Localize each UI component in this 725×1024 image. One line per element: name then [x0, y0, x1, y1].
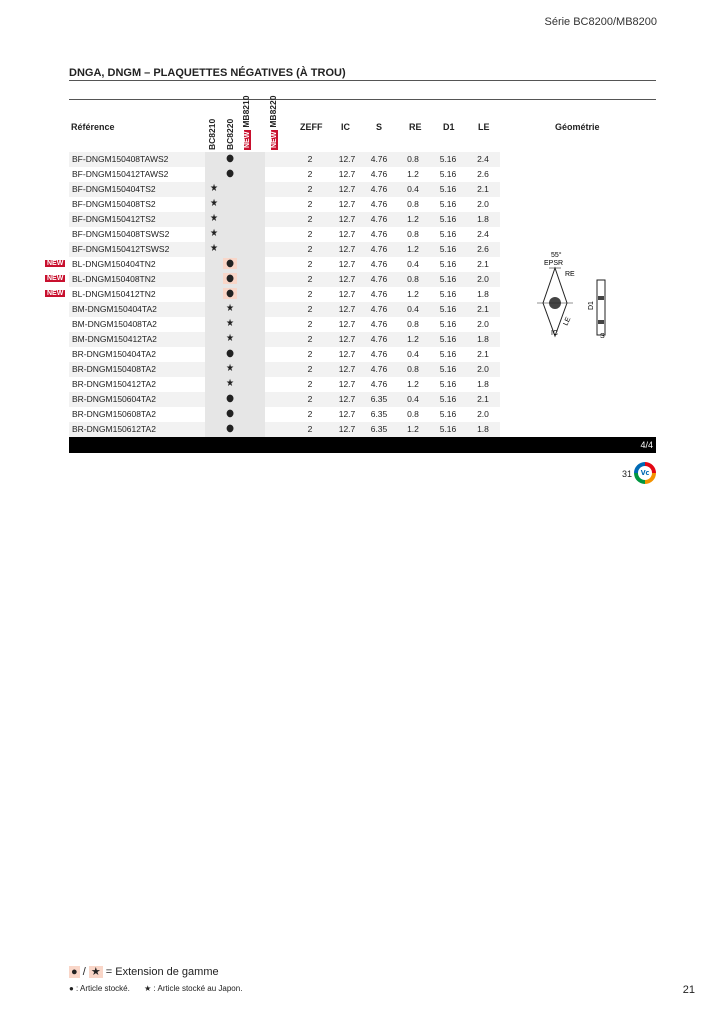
- bc8220-availability: ★: [225, 378, 235, 389]
- table-row: [69, 407, 500, 423]
- legend-stock-text: ● : Article stocké.: [69, 984, 130, 993]
- le-cell: 2.6: [477, 244, 489, 254]
- bc8220-availability: ●: [223, 273, 237, 284]
- ic-cell: 12.7: [338, 304, 356, 314]
- bc8220-availability: ●: [226, 423, 234, 434]
- re-cell: 1.2: [407, 244, 419, 254]
- table-row: [69, 422, 500, 438]
- le-cell: 2.0: [477, 274, 489, 284]
- zeff-cell: 2: [307, 214, 313, 224]
- angle-label: 55°: [551, 252, 562, 259]
- re-cell: 0.8: [407, 199, 419, 209]
- bc8210-availability: ★: [209, 198, 219, 209]
- reference-cell: BF-DNGM150408TS2: [72, 199, 156, 209]
- d1-cell: 5.16: [439, 199, 457, 209]
- s-cell: 4.76: [370, 214, 388, 224]
- re-cell: 0.4: [407, 184, 419, 194]
- ic-cell: 12.7: [338, 229, 356, 239]
- d1-cell: 5.16: [439, 424, 457, 434]
- ic-cell: 12.7: [338, 244, 356, 254]
- table-footer-bar: [69, 437, 656, 453]
- col-ic-header: IC: [341, 122, 350, 132]
- s-cell: 4.76: [370, 154, 388, 164]
- le-cell: 2.4: [477, 229, 489, 239]
- reference-cell: BM-DNGM150404TA2: [72, 304, 157, 314]
- d1-cell: 5.16: [439, 289, 457, 299]
- zeff-cell: 2: [307, 289, 313, 299]
- le-cell: 2.1: [477, 304, 489, 314]
- re-cell: 0.4: [407, 259, 419, 269]
- reference-cell: BF-DNGM150404TS2: [72, 184, 156, 194]
- re-cell: 0.4: [407, 394, 419, 404]
- bc8220-availability: ★: [225, 333, 235, 344]
- ic-cell: 12.7: [338, 274, 356, 284]
- vc-icon[interactable]: [634, 462, 656, 484]
- re-cell: 0.8: [407, 364, 419, 374]
- le-cell: 1.8: [477, 214, 489, 224]
- divider: [69, 80, 656, 81]
- re-cell: 1.2: [407, 289, 419, 299]
- d1-cell: 5.16: [439, 184, 457, 194]
- le-cell: 2.6: [477, 169, 489, 179]
- reference-cell: BF-DNGM150412TSWS2: [72, 244, 170, 254]
- le-cell: 1.8: [477, 289, 489, 299]
- reference-cell: BL-DNGM150412TN2: [72, 289, 156, 299]
- zeff-cell: 2: [307, 274, 313, 284]
- reference-cell: BF-DNGM150408TAWS2: [72, 154, 169, 164]
- d1-label: D1: [588, 301, 595, 310]
- table-row: [69, 377, 500, 393]
- zeff-cell: 2: [307, 259, 313, 269]
- reference-cell: BR-DNGM150404TA2: [72, 349, 156, 359]
- table-row: [69, 332, 500, 348]
- table-row: [69, 227, 500, 243]
- d1-cell: 5.16: [439, 229, 457, 239]
- s-cell: 4.76: [370, 199, 388, 209]
- s-cell: 6.35: [370, 394, 388, 404]
- circle-icon: ●: [71, 966, 78, 978]
- s-cell: 4.76: [370, 229, 388, 239]
- zeff-cell: 2: [307, 364, 313, 374]
- table-row: [69, 167, 500, 183]
- d1-cell: 5.16: [439, 154, 457, 164]
- bc8210-availability: ★: [209, 213, 219, 224]
- re-cell: 1.2: [407, 214, 419, 224]
- col-bc8210-header: BC8210: [207, 118, 217, 150]
- reference-cell: BR-DNGM150412TA2: [72, 379, 156, 389]
- s-cell: 4.76: [370, 349, 388, 359]
- d1-cell: 5.16: [439, 334, 457, 344]
- table-row: [69, 287, 500, 303]
- cross-reference-page: 31: [622, 469, 633, 479]
- table-page-indicator: 4/4: [640, 440, 653, 450]
- d1-cell: 5.16: [439, 244, 457, 254]
- reference-cell: BF-DNGM150408TSWS2: [72, 229, 170, 239]
- new-badge: NEW: [47, 275, 64, 282]
- reference-cell: BF-DNGM150412TS2: [72, 214, 156, 224]
- reference-cell: BL-DNGM150404TN2: [72, 259, 156, 269]
- table-row: [69, 152, 500, 168]
- col-mb8220-header: [268, 96, 278, 150]
- table-row: [69, 362, 500, 378]
- bc8210-availability: ★: [209, 228, 219, 239]
- d1-cell: 5.16: [439, 304, 457, 314]
- ic-cell: 12.7: [338, 259, 356, 269]
- reference-cell: BR-DNGM150604TA2: [72, 394, 156, 404]
- d1-cell: 5.16: [439, 379, 457, 389]
- zeff-cell: 2: [307, 184, 313, 194]
- bc8220-availability: ●: [226, 153, 234, 164]
- le-cell: 1.8: [477, 379, 489, 389]
- le-cell: 2.1: [477, 184, 489, 194]
- s-cell: 4.76: [370, 274, 388, 284]
- le-cell: 2.0: [477, 409, 489, 419]
- reference-cell: BL-DNGM150408TN2: [72, 274, 156, 284]
- ic-cell: 12.7: [338, 424, 356, 434]
- ic-cell: 12.7: [338, 394, 356, 404]
- re-cell: 1.2: [407, 379, 419, 389]
- epsr-label: EPSR: [544, 260, 564, 267]
- re-cell: 1.2: [407, 169, 419, 179]
- col-d1-header: D1: [443, 122, 455, 132]
- col-geometry-header: Géométrie: [555, 122, 600, 132]
- reference-cell: BR-DNGM150408TA2: [72, 364, 156, 374]
- re-cell: 0.4: [407, 304, 419, 314]
- legend-stock-japan-text: ★ : Article stocké au Japon.: [144, 984, 243, 993]
- ic-cell: 12.7: [338, 379, 356, 389]
- page-number: 21: [682, 984, 695, 996]
- new-badge: NEW: [271, 131, 278, 148]
- legend-stock: [69, 984, 242, 993]
- s-cell: 6.35: [370, 424, 388, 434]
- d1-cell: 5.16: [439, 259, 457, 269]
- section-title: DNGA, DNGM – PLAQUETTES NÉGATIVES (À TROU): [69, 67, 346, 79]
- re-cell: 0.4: [407, 349, 419, 359]
- s-cell: 4.76: [370, 244, 388, 254]
- col-re-header: RE: [409, 122, 422, 132]
- table-row: [69, 212, 500, 228]
- bc8220-availability: ●: [223, 288, 237, 299]
- ic-cell: 12.7: [338, 334, 356, 344]
- s-cell: 4.76: [370, 169, 388, 179]
- ic-cell: 12.7: [338, 409, 356, 419]
- bc8210-availability: ★: [209, 243, 219, 254]
- s-cell: 4.76: [370, 184, 388, 194]
- zeff-cell: 2: [307, 334, 313, 344]
- re-cell: 0.8: [407, 229, 419, 239]
- legend-extension-text: = Extension de gamme: [105, 966, 219, 978]
- re-cell: 0.8: [407, 319, 419, 329]
- zeff-cell: 2: [307, 349, 313, 359]
- new-badge: NEW: [47, 290, 64, 297]
- s-label: S: [600, 333, 605, 340]
- s-cell: 4.76: [370, 319, 388, 329]
- re-cell: 0.8: [407, 409, 419, 419]
- vc-label: Vc: [638, 466, 652, 480]
- re-cell: 1.2: [407, 424, 419, 434]
- zeff-cell: 2: [307, 424, 313, 434]
- re-cell: 0.8: [407, 154, 419, 164]
- bc8220-availability: ★: [225, 303, 235, 314]
- le-cell: 2.0: [477, 199, 489, 209]
- le-cell: 2.0: [477, 319, 489, 329]
- s-cell: 4.76: [370, 304, 388, 314]
- d1-cell: 5.16: [439, 214, 457, 224]
- d1-cell: 5.16: [439, 169, 457, 179]
- le-cell: 1.8: [477, 334, 489, 344]
- col-s-header: S: [376, 122, 383, 132]
- zeff-cell: 2: [307, 304, 313, 314]
- s-cell: 4.76: [370, 364, 388, 374]
- zeff-cell: 2: [307, 169, 313, 179]
- table-row: [69, 272, 500, 288]
- table-row: [69, 242, 500, 258]
- d1-cell: 5.16: [439, 274, 457, 284]
- bc8210-availability: ★: [209, 183, 219, 194]
- legend-separator: /: [82, 966, 86, 978]
- zeff-cell: 2: [307, 409, 313, 419]
- d1-cell: 5.16: [439, 364, 457, 374]
- ic-cell: 12.7: [338, 349, 356, 359]
- s-cell: 4.76: [370, 379, 388, 389]
- ic-cell: 12.7: [338, 319, 356, 329]
- table-row: [69, 197, 500, 213]
- re-cell: 0.8: [407, 274, 419, 284]
- le-cell: 2.1: [477, 394, 489, 404]
- reference-cell: BM-DNGM150412TA2: [72, 334, 157, 344]
- reference-cell: BR-DNGM150612TA2: [72, 424, 156, 434]
- bc8220-availability: ●: [226, 393, 234, 404]
- le-cell: 2.0: [477, 364, 489, 374]
- table-row: [69, 392, 500, 408]
- ic-cell: 12.7: [338, 199, 356, 209]
- insert-drawing: [527, 248, 617, 343]
- zeff-cell: 2: [307, 154, 313, 164]
- table-row: [69, 302, 500, 318]
- col-reference-header: Référence: [71, 122, 115, 132]
- ic-cell: 12.7: [338, 184, 356, 194]
- le-cell: 2.1: [477, 349, 489, 359]
- legend-extension: [69, 965, 219, 978]
- bc8220-availability: ●: [226, 348, 234, 359]
- bc8220-availability: ●: [223, 258, 237, 269]
- reference-cell: BR-DNGM150608TA2: [72, 409, 156, 419]
- le-cell: 2.1: [477, 259, 489, 269]
- series-title: Série BC8200/MB8200: [544, 16, 657, 28]
- s-cell: 4.76: [370, 334, 388, 344]
- table-row: [69, 182, 500, 198]
- reference-cell: BF-DNGM150412TAWS2: [72, 169, 169, 179]
- s-cell: 4.76: [370, 289, 388, 299]
- re-label: RE: [565, 271, 575, 278]
- new-badge: NEW: [244, 131, 251, 148]
- d1-cell: 5.16: [439, 319, 457, 329]
- col-zeff-header: ZEFF: [300, 122, 323, 132]
- ic-cell: 12.7: [338, 289, 356, 299]
- s-cell: 4.76: [370, 259, 388, 269]
- le-cell: 2.4: [477, 154, 489, 164]
- geometry-diagram: [527, 248, 617, 347]
- zeff-cell: 2: [307, 394, 313, 404]
- ic-cell: 12.7: [338, 169, 356, 179]
- zeff-cell: 2: [307, 379, 313, 389]
- bc8220-availability: ★: [225, 318, 235, 329]
- col-mb8210-header: [241, 96, 251, 150]
- le-cell: 1.8: [477, 424, 489, 434]
- d1-cell: 5.16: [439, 409, 457, 419]
- col-le-header: LE: [478, 122, 490, 132]
- reference-cell: BM-DNGM150408TA2: [72, 319, 157, 329]
- table-row: [69, 347, 500, 363]
- d1-cell: 5.16: [439, 394, 457, 404]
- bc8220-availability: ●: [226, 408, 234, 419]
- ic-cell: 12.7: [338, 364, 356, 374]
- grade-label: MB8220: [268, 95, 278, 128]
- divider: [69, 99, 656, 100]
- bc8220-availability: ●: [226, 168, 234, 179]
- ic-cell: 12.7: [338, 214, 356, 224]
- table-row: [69, 317, 500, 333]
- zeff-cell: 2: [307, 319, 313, 329]
- bc8220-availability: ★: [225, 363, 235, 374]
- new-badge: NEW: [47, 260, 64, 267]
- col-bc8220-header: BC8220: [225, 118, 235, 150]
- zeff-cell: 2: [307, 229, 313, 239]
- le-label: LE: [562, 316, 573, 327]
- zeff-cell: 2: [307, 199, 313, 209]
- ic-label: IC: [551, 330, 558, 337]
- zeff-cell: 2: [307, 244, 313, 254]
- d1-cell: 5.16: [439, 349, 457, 359]
- grade-label: MB8210: [241, 95, 251, 128]
- ic-cell: 12.7: [338, 154, 356, 164]
- re-cell: 1.2: [407, 334, 419, 344]
- s-cell: 6.35: [370, 409, 388, 419]
- star-icon: ★: [90, 966, 101, 978]
- table-row: [69, 257, 500, 273]
